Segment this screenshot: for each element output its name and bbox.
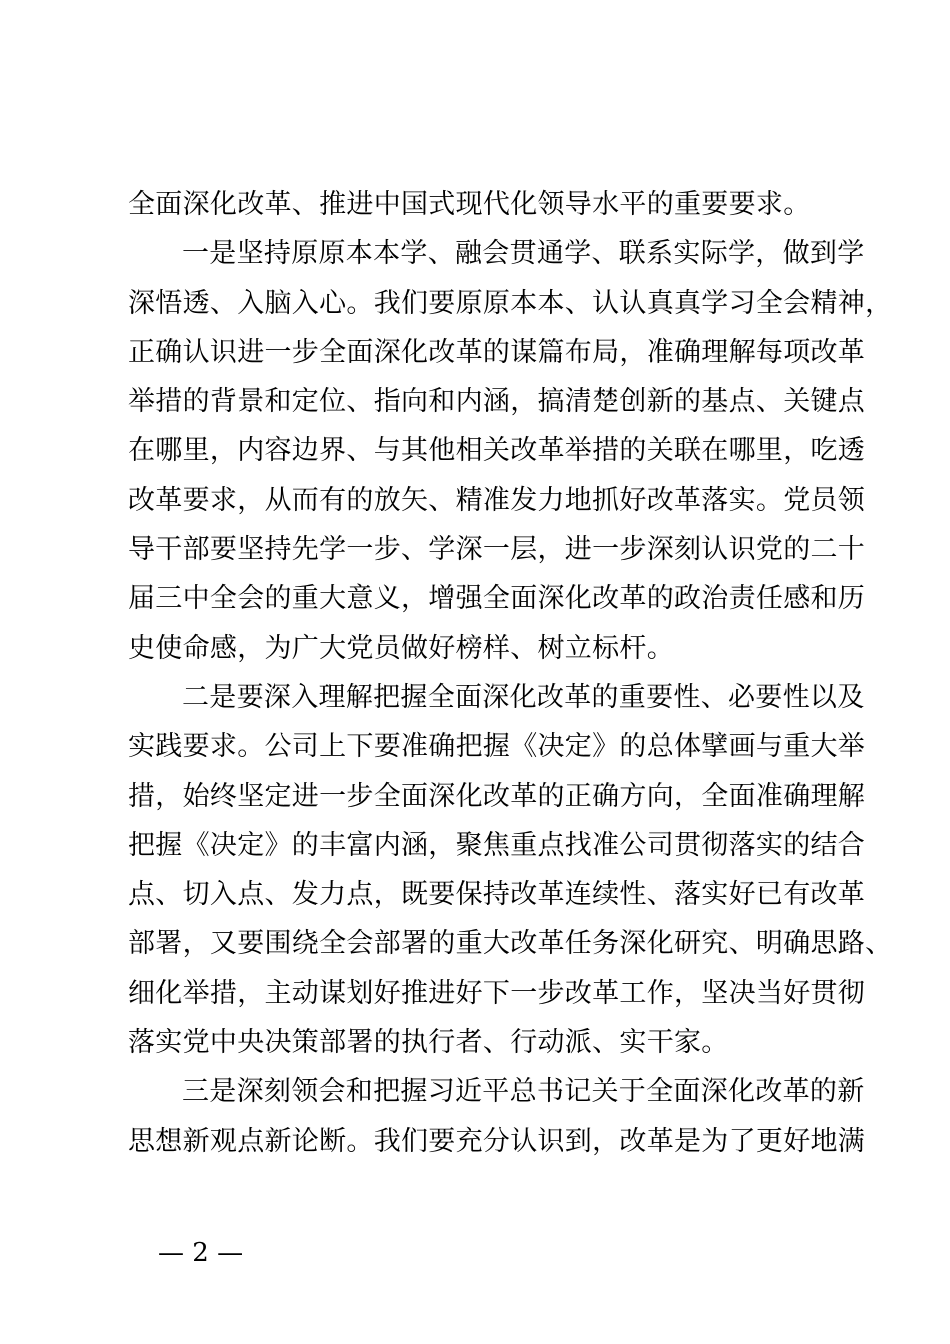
text-line: 届三中全会的重大意义，增强全面深化改革的政治责任感和历 [128, 583, 866, 615]
text-line: 全面深化改革、推进中国式现代化领导水平的重要要求。 [128, 189, 811, 220]
text-line: 细化举措，主动谋划好推进好下一步改革工作，坚决当好贯彻 [128, 977, 866, 1009]
text-line: 实践要求。公司上下要准确把握《决定》的总体擘画与重大举 [128, 731, 866, 763]
text-line: 在哪里，内容边界、与其他相关改革举措的关联在哪里，吃透 [128, 435, 866, 467]
text-line: 正确认识进一步全面深化改革的谋篇布局，准确理解每项改革 [128, 336, 866, 368]
text-line: 措，始终坚定进一步全面深化改革的正确方向，全面准确理解 [128, 780, 866, 812]
text-line: 举措的背景和定位、指向和内涵，搞清楚创新的基点、关键点 [128, 386, 866, 418]
paragraph-first-line: 一是坚持原原本本学、融会贯通学、联系实际学，做到学 [182, 238, 865, 270]
page-number: — 2 — [158, 1238, 244, 1268]
text-line: 思想新观点新论断。我们要充分认识到，改革是为了更好地满 [128, 1125, 866, 1157]
text-line: 部署，又要围绕全会部署的重大改革任务深化研究、明确思路、 [128, 928, 893, 960]
body-text [128, 180, 893, 1166]
text-line: 落实党中央决策部署的执行者、行动派、实干家。 [128, 1027, 729, 1059]
text-line: 导干部要坚持先学一步、学深一层，进一步深刻认识党的二十 [128, 534, 866, 566]
paragraph-first-line: 三是深刻领会和把握习近平总书记关于全面深化改革的新 [182, 1076, 865, 1108]
text-line: 改革要求，从而有的放矢、精准发力地抓好改革落实。党员领 [128, 484, 866, 516]
text-line: 深悟透、入脑入心。我们要原原本本、认认真真学习全会精神， [128, 287, 893, 319]
text-line: 把握《决定》的丰富内涵，聚焦重点找准公司贯彻落实的结合 [128, 829, 866, 861]
text-line: 史使命感，为广大党员做好榜样、树立标杆。 [128, 632, 674, 664]
text-line: 点、切入点、发力点，既要保持改革连续性、落实好已有改革 [128, 879, 866, 911]
paragraph-first-line: 二是要深入理解把握全面深化改革的重要性、必要性以及 [182, 681, 865, 713]
